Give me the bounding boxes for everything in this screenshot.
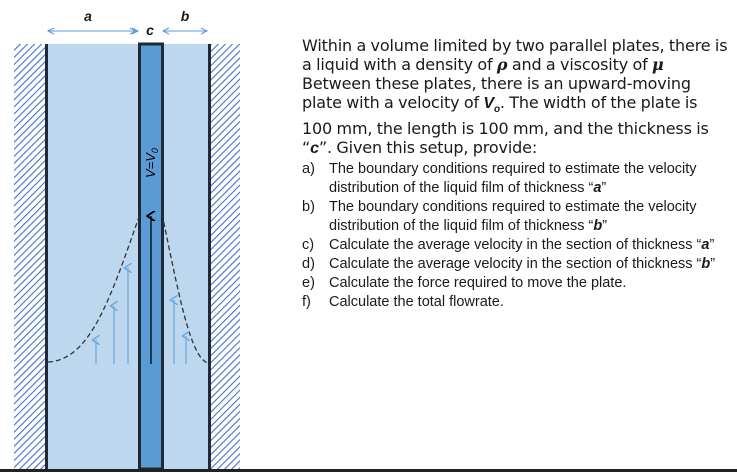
bottom-rule — [0, 469, 737, 472]
rho-symbol: ρ — [496, 55, 508, 74]
left-fixed-wall — [45, 44, 48, 470]
dimension-a — [48, 28, 136, 34]
problem-intro: Within a volume limited by two parallel plates, there is a liquid with a density of ρ and a viscosity of μ Between these plates, there is an upward-moving plate with a velocity of $V_o$. The width of the plate is 100 mm, the length is 100 mm, and the thickness is “c”. Given this setup, provide: — [302, 36, 728, 158]
task-list — [302, 160, 730, 312]
flow-diagram — [0, 0, 290, 473]
liquid-film-b — [162, 44, 209, 470]
right-fixed-wall — [208, 44, 211, 470]
list-item: d) Calculate the average velocity in the section of thickness “b” — [302, 256, 716, 273]
list-item: e) Calculate the force required to move the plate. — [302, 275, 627, 292]
list-item: b) The boundary conditions required to estimate the velocity distribution of the liquid film of thickness “b” — [302, 199, 697, 235]
list-item: c) Calculate the average velocity in the section of thickness “a” — [302, 237, 715, 254]
dim-label-c: c — [146, 22, 154, 38]
dim-label-a: a — [84, 8, 92, 24]
left-wall-hatch — [14, 44, 46, 470]
dim-label-b: b — [180, 8, 190, 24]
mu-symbol: μ — [652, 55, 664, 74]
dimension-b — [163, 28, 207, 34]
list-item: a) The boundary conditions required to estimate the velocity distribution of the liquid film of thickness “a” — [302, 161, 697, 197]
right-wall-hatch — [210, 44, 240, 470]
problem-statement — [302, 36, 730, 312]
plate-velocity-label: $V=V_0$ — [143, 148, 160, 178]
list-item: f) Calculate the total flowrate. — [302, 294, 504, 311]
c-symbol: c — [310, 140, 319, 158]
v0-symbol: $V_o$ — [483, 95, 500, 116]
